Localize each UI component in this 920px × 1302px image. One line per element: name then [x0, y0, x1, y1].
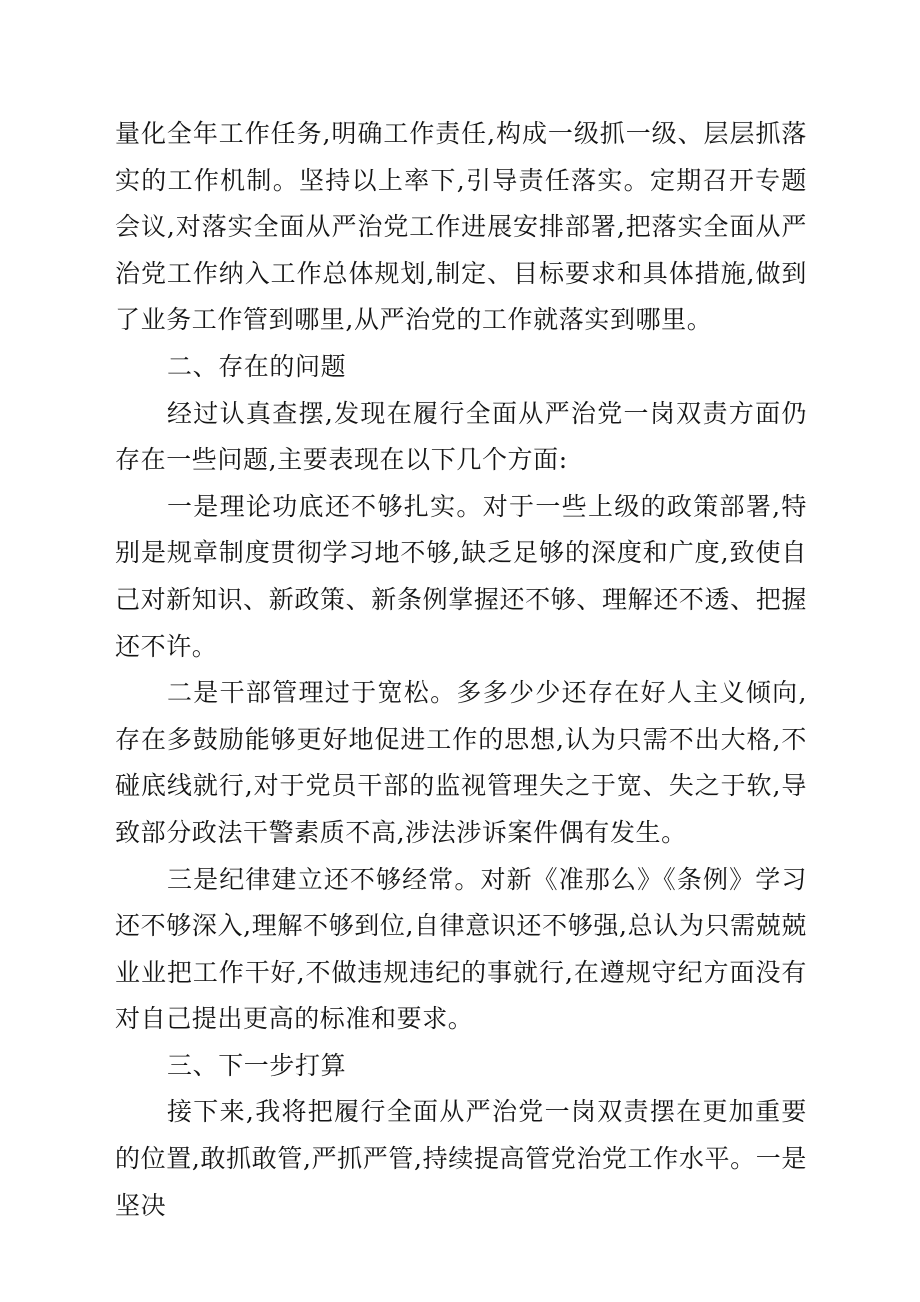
paragraph-problem-one: 一是理论功底还不够扎实。对于一些上级的政策部署,特别是规章制度贯彻学习地不够,缺乏足够的深度和广度,致使自己对新知识、新政策、新条例掌握还不够、理解还不透、把握还不许。 — [115, 491, 807, 661]
paragraph-problems-intro: 经过认真查摆,发现在履行全面从严治党一岗双责方面仍存在一些问题,主要表现在以下几个方面: — [115, 398, 807, 475]
document-body — [115, 111, 807, 1229]
paragraph-problem-two: 二是干部管理过于宽松。多多少少还存在好人主义倾向,存在多鼓励能够更好地促进工作的思想,认为只需不出大格,不碰底线就行,对于党员干部的监视管理失之于宽、失之于软,导致部分政法干警素质不高,涉法涉诉案件偶有发生。 — [115, 678, 807, 847]
paragraph-problem-three: 三是纪律建立还不够经常。对新《准那么》《条例》学习还不够深入,理解不够到位,自律意识还不够强,总认为只需兢兢业业把工作干好,不做违规违纪的事就行,在遵规守纪方面没有对自己提出更高的标准和要求。 — [115, 864, 807, 1034]
paragraph-next-steps: 接下来,我将把履行全面从严治党一岗双责摆在更加重要的位置,敢抓敢管,严抓严管,持续提高管党治党工作水平。一是坚决 — [115, 1097, 807, 1220]
section-heading-next-steps: 三、下一步打算 — [167, 1050, 347, 1080]
section-heading-problems: 二、存在的问题 — [167, 351, 347, 381]
paragraph-continuation: 量化全年工作任务,明确工作责任,构成一级抓一级、层层抓落实的工作机制。坚持以上率下,引导责任落实。定期召开专题会议,对落实全面从严治党工作进展安排部署,把落实全面从严治党工作纳入工作总体规划,制定、目标要求和具体措施,做到了业务工作管到哪里,从严治党的工作就落实到哪里。 — [115, 119, 807, 335]
